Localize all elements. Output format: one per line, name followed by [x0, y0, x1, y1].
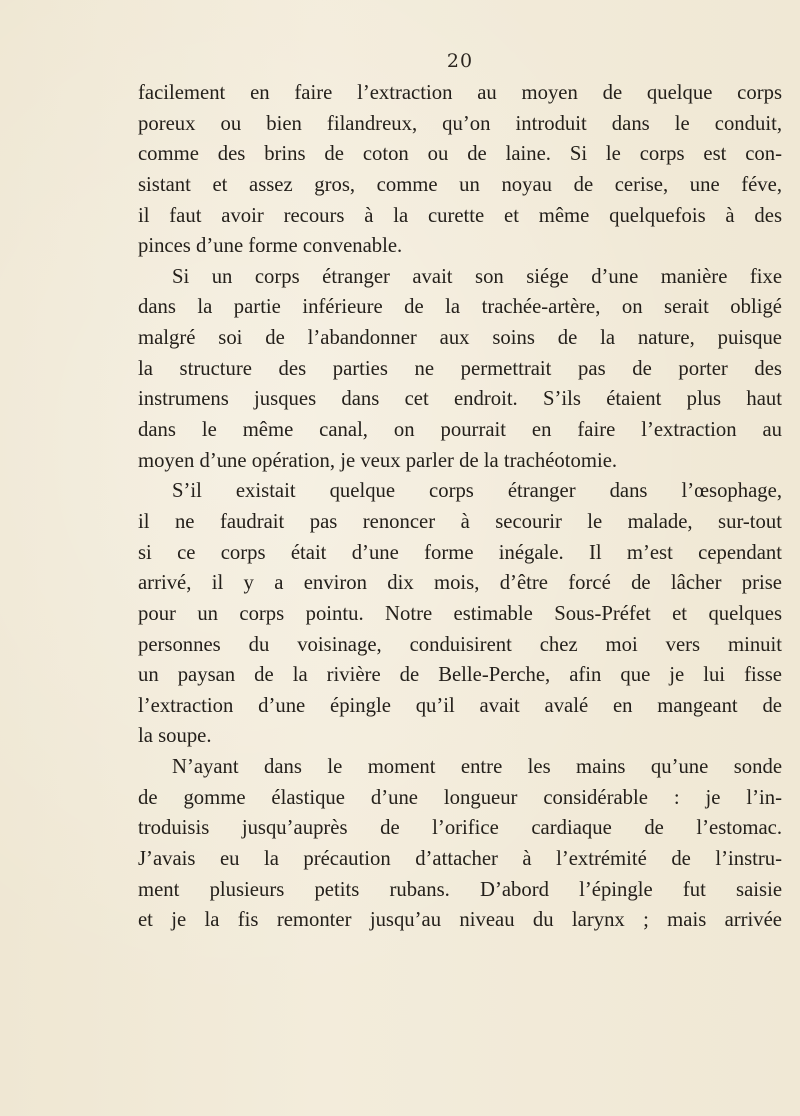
- page-number: 20: [446, 50, 474, 72]
- text-line: moyen d’une opération, je veux parler de la trachéotomie.: [138, 449, 618, 472]
- text-line: J’avais eu la précaution d’attacher à l’extrémité de l’instru-: [138, 848, 782, 871]
- text-line: et je la fis remonter jusqu’au niveau du larynx ; mais arrivée: [138, 909, 782, 932]
- text-line: malgré soi de l’abandonner aux soins de la nature, puisque: [138, 327, 782, 350]
- text-line: la structure des parties ne permettrait pas de porter des: [138, 357, 782, 380]
- text-line: arrivé, il y a environ dix mois, d’être forcé de lâcher prise: [138, 572, 782, 595]
- text-line: dans le même canal, on pourrait en faire l’extraction au: [138, 419, 782, 442]
- text-line: il ne faudrait pas renoncer à secourir le malade, sur-tout: [138, 510, 782, 533]
- text-line: poreux ou bien filandreux, qu’on introduit dans le conduit,: [138, 112, 782, 135]
- body-text: [138, 78, 782, 936]
- text-line: si ce corps était d’une forme inégale. Il m’est cependant: [138, 541, 782, 564]
- text-line: comme des brins de coton ou de laine. Si le corps est con-: [138, 143, 782, 166]
- text-line: N’ayant dans le moment entre les mains qu’une sonde: [172, 756, 782, 779]
- text-line: l’extraction d’une épingle qu’il avait avalé en mangeant de: [138, 694, 782, 717]
- text-line: il faut avoir recours à la curette et même quelquefois à des: [138, 204, 782, 227]
- text-line: instrumens jusques dans cet endroit. S’ils étaient plus haut: [138, 388, 782, 411]
- text-line: facilement en faire l’extraction au moyen de quelque corps: [138, 82, 782, 104]
- text-line: personnes du voisinage, conduisirent chez moi vers minuit: [138, 633, 782, 656]
- text-line: pour un corps pointu. Notre estimable Sous-Préfet et quelques: [138, 602, 782, 625]
- text-line: S’il existait quelque corps étranger dans l’œsophage,: [172, 480, 782, 503]
- text-line: la soupe.: [138, 725, 212, 748]
- text-line: pinces d’une forme convenable.: [138, 235, 403, 258]
- text-line: troduisis jusqu’auprès de l’orifice cardiaque de l’estomac.: [138, 817, 782, 840]
- text-line: de gomme élastique d’une longueur considérable : je l’in-: [138, 786, 782, 809]
- text-line: sistant et assez gros, comme un noyau de cerise, une féve,: [138, 173, 782, 196]
- text-line: un paysan de la rivière de Belle-Perche, afin que je lui fisse: [138, 664, 782, 687]
- text-line: ment plusieurs petits rubans. D’abord l’épingle fut saisie: [138, 878, 782, 901]
- text-line: Si un corps étranger avait son siége d’une manière fixe: [172, 265, 782, 288]
- text-line: dans la partie inférieure de la trachée-artère, on serait obligé: [138, 296, 782, 319]
